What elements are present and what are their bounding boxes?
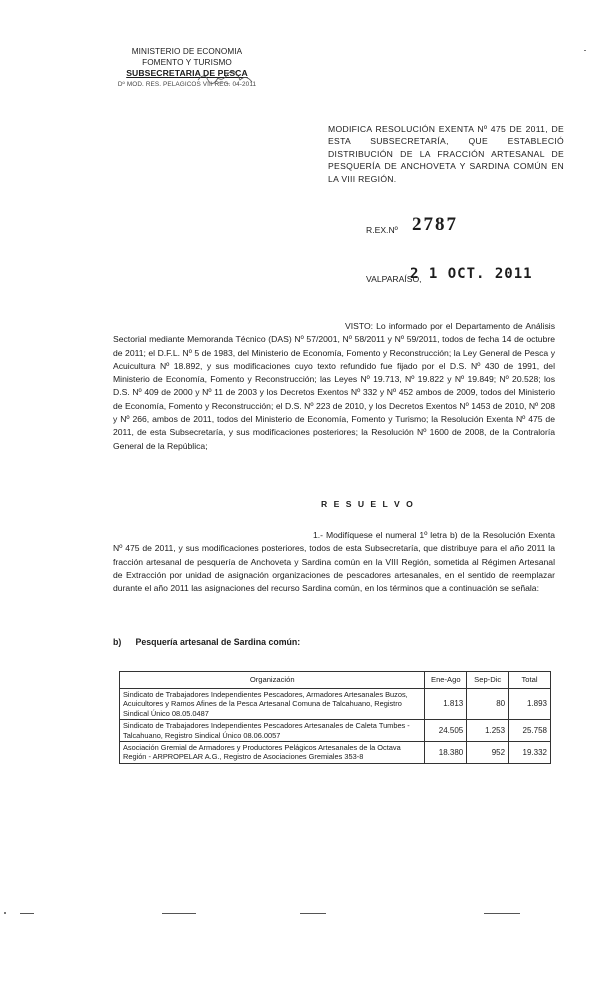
table-row (120, 742, 551, 764)
department-ref: Dº MOD. RES. PELAGICOS VIII REG. 04-2011 (117, 81, 257, 88)
cell-organizacion: Sindicato de Trabajadores Independientes Pescadores Artesanales de Caleta Tumbes - Talcahuano, Registro Sindical Único 08.06.0057 (120, 720, 425, 742)
section-title: Pesquería artesanal de Sardina común: (135, 637, 301, 647)
table-header-row (120, 672, 551, 689)
section-b-heading (113, 637, 300, 647)
resolution-paragraph-1: 1.- Modifíquese el numeral 1º letra b) de la Resolución Exenta Nº 475 de 2011, y sus modificaciones posteriores, todos de esta Subsecretaría, que distribuye para el año 2011 la fracción artesanal de pesquería de Anchoveta y Sardina común en la VIII Región, sometida al Régimen Artesanal de Extracción por unidad de asignación organizaciones de pescadores artesanales, en el sentido de reemplazar durante el año 2011 las asignaciones del recurso Sardina común, en los términos que a continuación se señala: (113, 530, 555, 594)
column-header-organizacion: Organización (120, 672, 425, 689)
cell-ene-ago: 18.380 (425, 742, 467, 764)
column-header-sep-dic: Sep-Dic (467, 672, 509, 689)
table-row (120, 720, 551, 742)
cell-organizacion: Asociación Gremial de Armadores y Productores Pelágicos Artesanales de la Octava Región - ARPROPELAR A.G., Registro de Asociaciones Gremiales 353-8 (120, 742, 425, 764)
section-letter: b) (113, 637, 122, 647)
table-row (120, 689, 551, 720)
footer-rule-2 (162, 913, 196, 914)
scan-mark (584, 50, 586, 51)
ministry-line-2: FOMENTO Y TURISMO (142, 58, 232, 67)
scan-mark (4, 912, 6, 914)
cell-total: 25.758 (509, 720, 551, 742)
footer-rule-4 (484, 913, 520, 914)
footer-rule-1 (20, 913, 34, 914)
cell-ene-ago: 24.505 (425, 720, 467, 742)
cell-sep-dic: 80 (467, 689, 509, 720)
ministry-line-1: MINISTERIO DE ECONOMIA (131, 47, 243, 56)
footer-rule-3 (300, 913, 326, 914)
cell-total: 19.332 (509, 742, 551, 764)
column-header-ene-ago: Ene-Ago (425, 672, 467, 689)
date-stamp: 2 1 OCT. 2011 (410, 266, 533, 282)
resuelvo-heading: R E S U E L V O (321, 499, 415, 509)
cell-sep-dic: 1.253 (467, 720, 509, 742)
visto-paragraph: VISTO: Lo informado por el Departamento de Análisis Sectorial mediante Memoranda Técnico (DAS) Nº 57/2001, Nº 58/2011 y Nº 59/2011, todos de fecha 14 de octubre de 2011; el D.F.L. Nº 5 de 1983, del Ministerio de Economía, Fomento y Reconstrucción; la Ley General de Pesca y Acuicultura Nº 18.892, y sus modificaciones cuyo texto refundido fue fijado por el D.S. Nº 430 de 1991, del Ministerio de Economía, Fomento y Reconstrucción; las Leyes Nº 19.713, Nº 19.822 y Nº 19.849; Nº 20.528; los D.S. Nº 409 de 2000 y Nº 11 de 2003 y los Decretos Exentos Nº 332 y Nº 452 ambos de 2009, todos del Ministerio de Economía, Fomento y Reconstrucción; el D.S. Nº 223 de 2010, y los Decretos Exentos Nº 1453 de 2010, Nº 208 y Nº 266, ambos de 2011, todos del Ministerio de Economía, Fomento y Turismo; la Resolución Exenta Nº 475 de 2011, de esta Subsecretaría, y sus modificaciones posteriores; la Resolución Nº 1600 de 2008, de la Contraloría General de la República; (113, 321, 555, 451)
cell-ene-ago: 1.813 (425, 689, 467, 720)
subject-summary: MODIFICA RESOLUCIÓN EXENTA Nº 475 DE 2011, DE ESTA SUBSECRETARÍA, QUE ESTABLECIÓ DISTRIBUCIÓN DE LA FRACCIÓN ARTESANAL DE PESQUERÍA DE ANCHOVETA Y SARDINA COMÚN EN LA VIII REGIÓN. (328, 124, 564, 184)
column-header-total: Total (509, 672, 551, 689)
cell-organizacion: Sindicato de Trabajadores Independientes Pescadores, Armadores Artesanales Buzos, Acuicultores y Ramos Afines de la Pesca Artesanal Comuna de Talcahuano, Registro Sindical Único 08.05.0487 (120, 689, 425, 720)
cell-total: 1.893 (509, 689, 551, 720)
allocation-table (119, 671, 551, 764)
rex-label: R.EX.Nº (366, 225, 398, 235)
subsecretaria-name: SUBSECRETARIA DE PESCA (126, 68, 248, 78)
rex-number: 2787 (412, 214, 458, 235)
cell-sep-dic: 952 (467, 742, 509, 764)
initials-scribble (196, 68, 256, 88)
place-label: VALPARAÍSO, (366, 274, 422, 284)
